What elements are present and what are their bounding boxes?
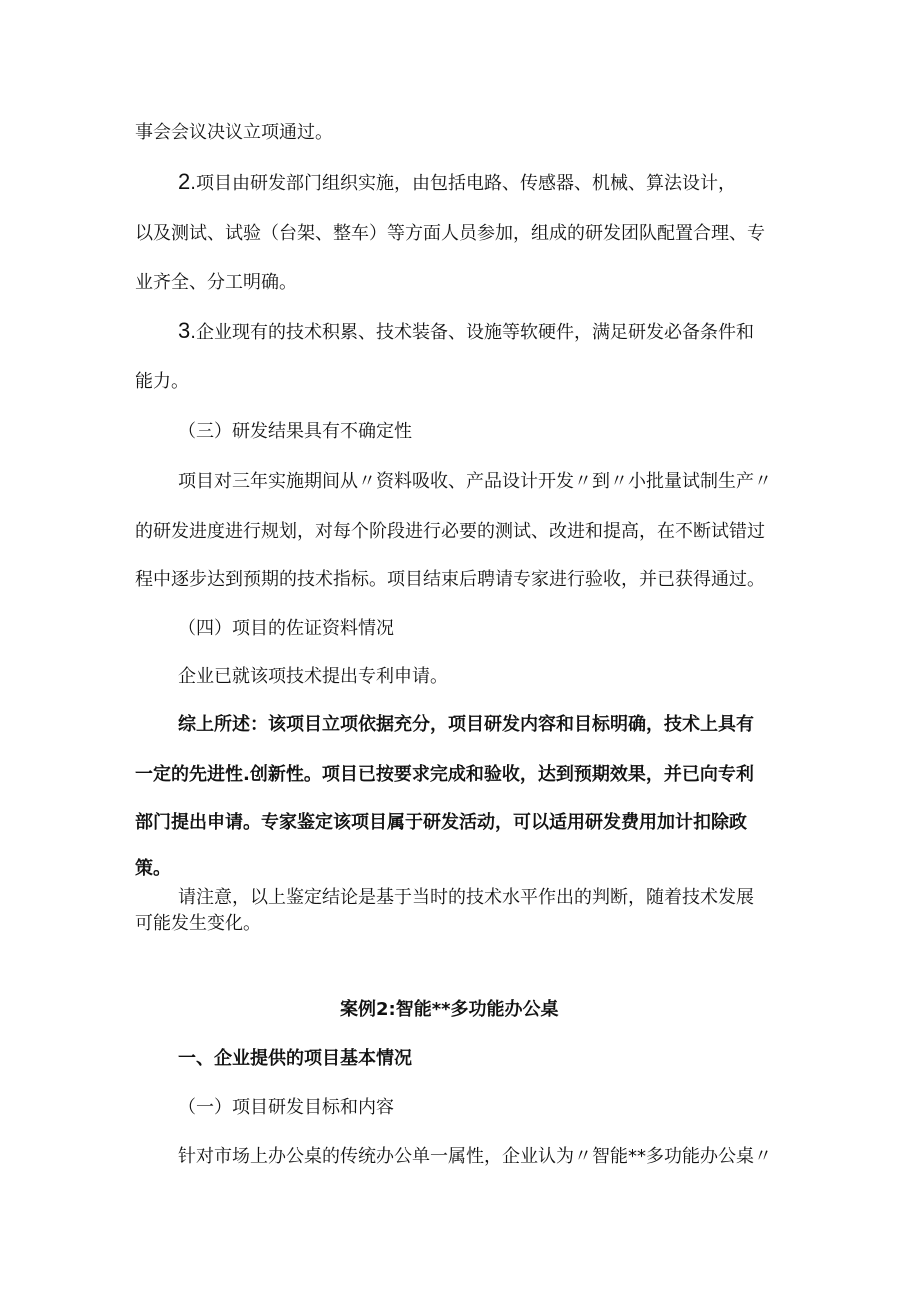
section-4-heading: （四）项目的佐证资料情况	[178, 618, 394, 639]
item-3-text: .企业现有的技术积累、技术装备、设施等软硬件，满足研发必备条件和	[190, 322, 754, 343]
summary-line-4: 策。	[135, 858, 171, 879]
summary-line-2: 一定的先进性.创新性。项目已按要求完成和验收，达到预期效果，并已向专利	[135, 764, 754, 785]
case-2-subsection-1-heading: （一）项目研发目标和内容	[178, 1097, 394, 1118]
paragraph-continuation: 事会会议决议立项通过。	[135, 122, 333, 143]
item-2-line-1	[178, 170, 736, 196]
summary-line-1: 综上所述：该项目立项依据充分，项目研发内容和目标明确，技术上具有	[178, 714, 754, 735]
item-3-number: 3	[178, 318, 191, 343]
section-3-line-2: 的研发进度进行规划，对每个阶段进行必要的测试、改进和提高，在不断试错过	[135, 521, 765, 542]
item-3-line-1	[178, 319, 754, 345]
note-line-2: 可能发生变化。	[135, 913, 261, 934]
section-4-body: 企业已就该项技术提出专利申请。	[178, 666, 448, 687]
summary-line-3: 部门提出申请。专家鉴定该项目属于研发活动，可以适用研发费用加计扣除政	[135, 812, 747, 833]
item-2-number: 2	[178, 169, 191, 194]
item-2-line-3: 业齐全、分工明确。	[135, 272, 297, 293]
item-2-line-2: 以及测试、试验（台架、整车）等方面人员参加，组成的研发团队配置合理、专	[135, 223, 765, 244]
section-3-heading: （三）研发结果具有不确定性	[178, 421, 412, 442]
item-2-text: .项目由研发部门组织实施，由包括电路、传感器、机械、算法设计，	[190, 173, 736, 194]
item-3-line-2: 能力。	[135, 371, 189, 392]
case-2-body-line-1: 针对市场上办公桌的传统办公单一属性，企业认为〃智能**多功能办公桌〃	[178, 1146, 772, 1167]
section-3-line-3: 程中逐步达到预期的技术指标。项目结束后聘请专家进行验收，并已获得通过。	[135, 569, 765, 590]
case-2-section-1-heading: 一、企业提供的项目基本情况	[178, 1048, 412, 1069]
case-2-title: 案例2:智能**多功能办公桌	[340, 999, 559, 1020]
note-line-1: 请注意，以上鉴定结论是基于当时的技术水平作出的判断，随着技术发展	[178, 887, 754, 908]
section-3-line-1: 项目对三年实施期间从〃资料吸收、产品设计开发〃到〃小批量试制生产〃	[178, 471, 772, 492]
